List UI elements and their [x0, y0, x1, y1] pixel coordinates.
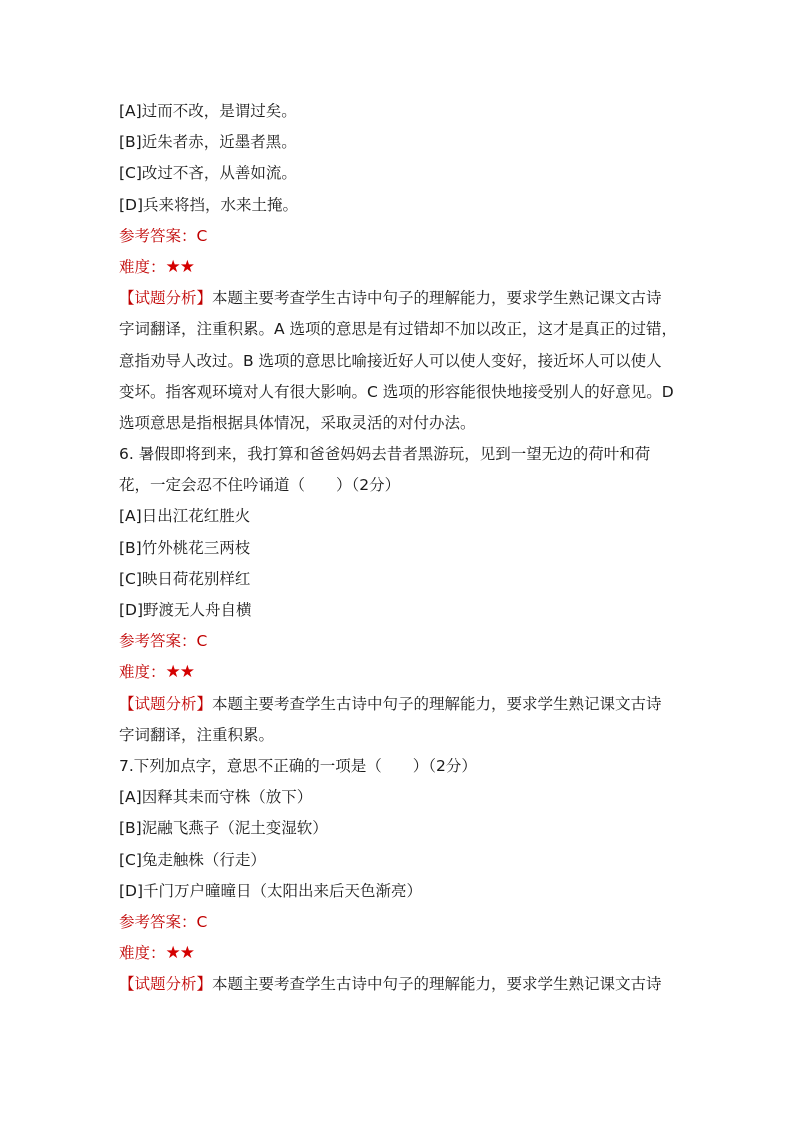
answer-value: C	[196, 912, 208, 931]
option-d: [D]千门万户曈曈日（太阳出来后天色渐亮）	[119, 881, 423, 900]
answer-value: C	[196, 226, 208, 245]
difficulty-label: 难度：	[119, 257, 166, 276]
difficulty-label: 难度：	[119, 944, 166, 963]
analysis-tag: 【试题分析】	[119, 694, 213, 713]
answer-label: 参考答案：	[119, 912, 197, 931]
answer-value: C	[196, 632, 208, 651]
difficulty-stars-icon: ★★	[165, 256, 194, 277]
analysis-line: 字词翻译，注重积累。	[119, 725, 275, 744]
analysis-line	[119, 969, 689, 1000]
difficulty-stars-icon: ★★	[165, 943, 194, 964]
option-d: [D]兵来将挡，水来土掩。	[119, 195, 299, 214]
option-c: [C]兔走触株（行走）	[119, 850, 266, 869]
difficulty-label: 难度：	[119, 663, 166, 682]
analysis-line: 字词翻译，注重积累。A 选项的意思是有过错却不加以改正，这才是真正的过错，	[119, 320, 678, 339]
answer-line	[119, 221, 689, 252]
difficulty-line	[119, 657, 689, 688]
option-a: [A]日出江花红胜火	[119, 507, 251, 526]
answer-line	[119, 907, 689, 938]
analysis-tag: 【试题分析】	[119, 975, 213, 994]
option-a: [A]因释其耒而守株（放下）	[119, 788, 313, 807]
option-d: [D]野渡无人舟自横	[119, 601, 252, 619]
difficulty-stars-icon: ★★	[165, 662, 194, 683]
question-text: 花，一定会忍不住吟诵道（ ）（2分）	[119, 476, 401, 495]
analysis-text: 本题主要考查学生古诗中句子的理解能力，要求学生熟记课文古诗	[212, 289, 662, 308]
answer-label: 参考答案：	[119, 226, 197, 245]
document-page	[119, 96, 689, 1000]
analysis-tag: 【试题分析】	[119, 289, 213, 308]
analysis-line	[119, 283, 689, 314]
analysis-text: 本题主要考查学生古诗中句子的理解能力，要求学生熟记课文古诗	[212, 694, 662, 713]
option-c: [C]映日荷花别样红	[119, 569, 251, 588]
question-text: 7.下列加点字，意思不正确的一项是（ ）（2分）	[119, 756, 477, 775]
analysis-line: 变坏。指客观环境对人有很大影响。C 选项的形容能很快地接受别人的好意见。D	[119, 382, 674, 401]
answer-line	[119, 626, 689, 657]
analysis-text: 本题主要考查学生古诗中句子的理解能力，要求学生熟记课文古诗	[212, 975, 662, 994]
option-b: [B]近朱者赤，近墨者黑。	[119, 133, 297, 152]
option-b: [B]泥融飞燕子（泥土变湿软）	[119, 819, 328, 838]
difficulty-line	[119, 938, 689, 969]
analysis-line: 意指劝导人改过。B 选项的意思比喻接近好人可以使人变好，接近坏人可以使人	[119, 351, 662, 370]
difficulty-line	[119, 252, 689, 283]
analysis-line: 选项意思是指根据具体情况，采取灵活的对付办法。	[119, 413, 476, 432]
analysis-line	[119, 689, 689, 720]
option-a: [A]过而不改，是谓过矣。	[119, 102, 297, 120]
answer-label: 参考答案：	[119, 632, 197, 651]
option-b: [B]竹外桃花三两枝	[119, 538, 251, 557]
question-text: 6. 暑假即将到来，我打算和爸爸妈妈去昔者黑游玩，见到一望无边的荷叶和荷	[119, 445, 651, 464]
option-c: [C]改过不吝，从善如流。	[119, 164, 297, 183]
